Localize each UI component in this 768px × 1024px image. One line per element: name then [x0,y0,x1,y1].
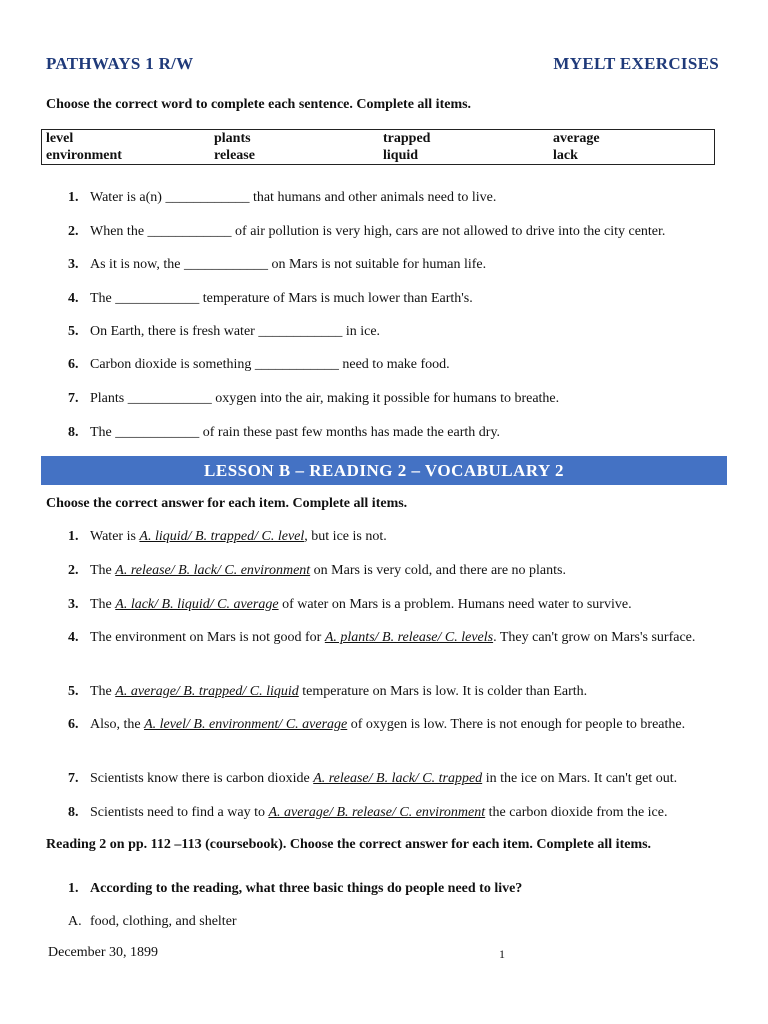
word-bank-item: environment [46,148,122,163]
item-number: 5. [68,324,79,339]
section2-instruction: Choose the correct answer for each item. Complete all items. [46,496,408,511]
item-text: The A. lack/ B. liquid/ C. average of water on Mars is a problem. Humans need water to survive. [90,597,632,612]
item-number: 1. [68,190,79,205]
word-bank-item: plants [214,131,251,146]
page-number: 1 [499,947,505,961]
answer-choices[interactable]: A. liquid/ B. trapped/ C. level [139,529,305,544]
item-number: 7. [68,771,79,786]
answer-choices[interactable]: A. release/ B. lack/ C. trapped [313,771,483,786]
answer-choices[interactable]: A. lack/ B. liquid/ C. average [115,597,279,612]
section3-instruction: Reading 2 on pp. 112 –113 (coursebook). Choose the correct answer for each item. Complete all items. [46,837,652,852]
item-text: Also, the A. level/ B. environment/ C. average of oxygen is low. There is not enough for people to breathe. [90,717,686,732]
item-text: Scientists know there is carbon dioxide A. release/ B. lack/ C. trapped in the ice on Mars. It can't get out. [90,771,678,786]
answer-choices[interactable]: A. average/ B. trapped/ C. liquid [115,684,299,699]
item-number: 6. [68,717,79,732]
item-number: 3. [68,257,79,272]
header-exercise-title: MYELT EXERCISES [553,54,719,73]
item-number: 8. [68,805,79,820]
item-text: According to the reading, what three basic things do people need to live? [90,881,523,896]
answer-choices[interactable]: A. level/ B. environment/ C. average [144,717,348,732]
item-text: Carbon dioxide is something ____________ need to make food. [90,357,450,372]
footer-date: December 30, 1899 [48,945,159,960]
word-bank-item: liquid [383,148,419,163]
item-number: 4. [68,630,79,645]
item-number: 6. [68,357,79,372]
header-course-title: PATHWAYS 1 R/W [46,54,194,73]
item-number: 3. [68,597,79,612]
item-number: 2. [68,224,79,239]
item-number: 7. [68,391,79,406]
answer-choices[interactable]: A. average/ B. release/ C. environment [268,805,486,820]
item-number: 8. [68,425,79,440]
option-text: food, clothing, and shelter [90,914,237,929]
item-text: The ____________ of rain these past few months has made the earth dry. [90,425,501,440]
word-bank-item: average [553,131,600,146]
answer-choices[interactable]: A. release/ B. lack/ C. environment [115,563,311,578]
word-bank-item: level [46,131,74,146]
item-number: 1. [68,529,79,544]
item-text: Water is A. liquid/ B. trapped/ C. level, but ice is not. [90,529,387,544]
item-text: On Earth, there is fresh water ____________ in ice. [90,324,381,339]
item-text: When the ____________ of air pollution is very high, cars are not allowed to drive into the city center. [90,224,666,239]
item-number: 2. [68,563,79,578]
section1-instruction: Choose the correct word to complete each sentence. Complete all items. [46,97,472,112]
item-text: Plants ____________ oxygen into the air, making it possible for humans to breathe. [90,391,560,406]
item-text: The environment on Mars is not good for A. plants/ B. release/ C. levels. They can't grow on Mars's surface. [90,630,696,645]
item-number: 1. [68,881,79,896]
item-text: The A. release/ B. lack/ C. environment on Mars is very cold, and there are no plants. [90,563,566,578]
word-bank-item: release [214,148,255,163]
answer-choices[interactable]: A. plants/ B. release/ C. levels [324,630,494,645]
item-number: 4. [68,291,79,306]
item-number: 5. [68,684,79,699]
word-bank [41,129,715,165]
item-text: As it is now, the ____________ on Mars is not suitable for human life. [90,257,487,272]
word-bank-item: lack [553,148,578,163]
item-text: The A. average/ B. trapped/ C. liquid temperature on Mars is low. It is colder than Earth. [90,684,588,699]
word-bank-item: trapped [383,131,431,146]
item-text: Scientists need to find a way to A. average/ B. release/ C. environment the carbon dioxide from the ice. [90,805,668,820]
item-text: Water is a(n) ____________ that humans and other animals need to live. [90,190,497,205]
option-letter: A. [68,914,82,929]
answer-option[interactable] [68,914,237,930]
lesson-banner: LESSON B – READING 2 – VOCABULARY 2 [41,456,727,485]
item-text: The ____________ temperature of Mars is much lower than Earth's. [90,291,473,306]
